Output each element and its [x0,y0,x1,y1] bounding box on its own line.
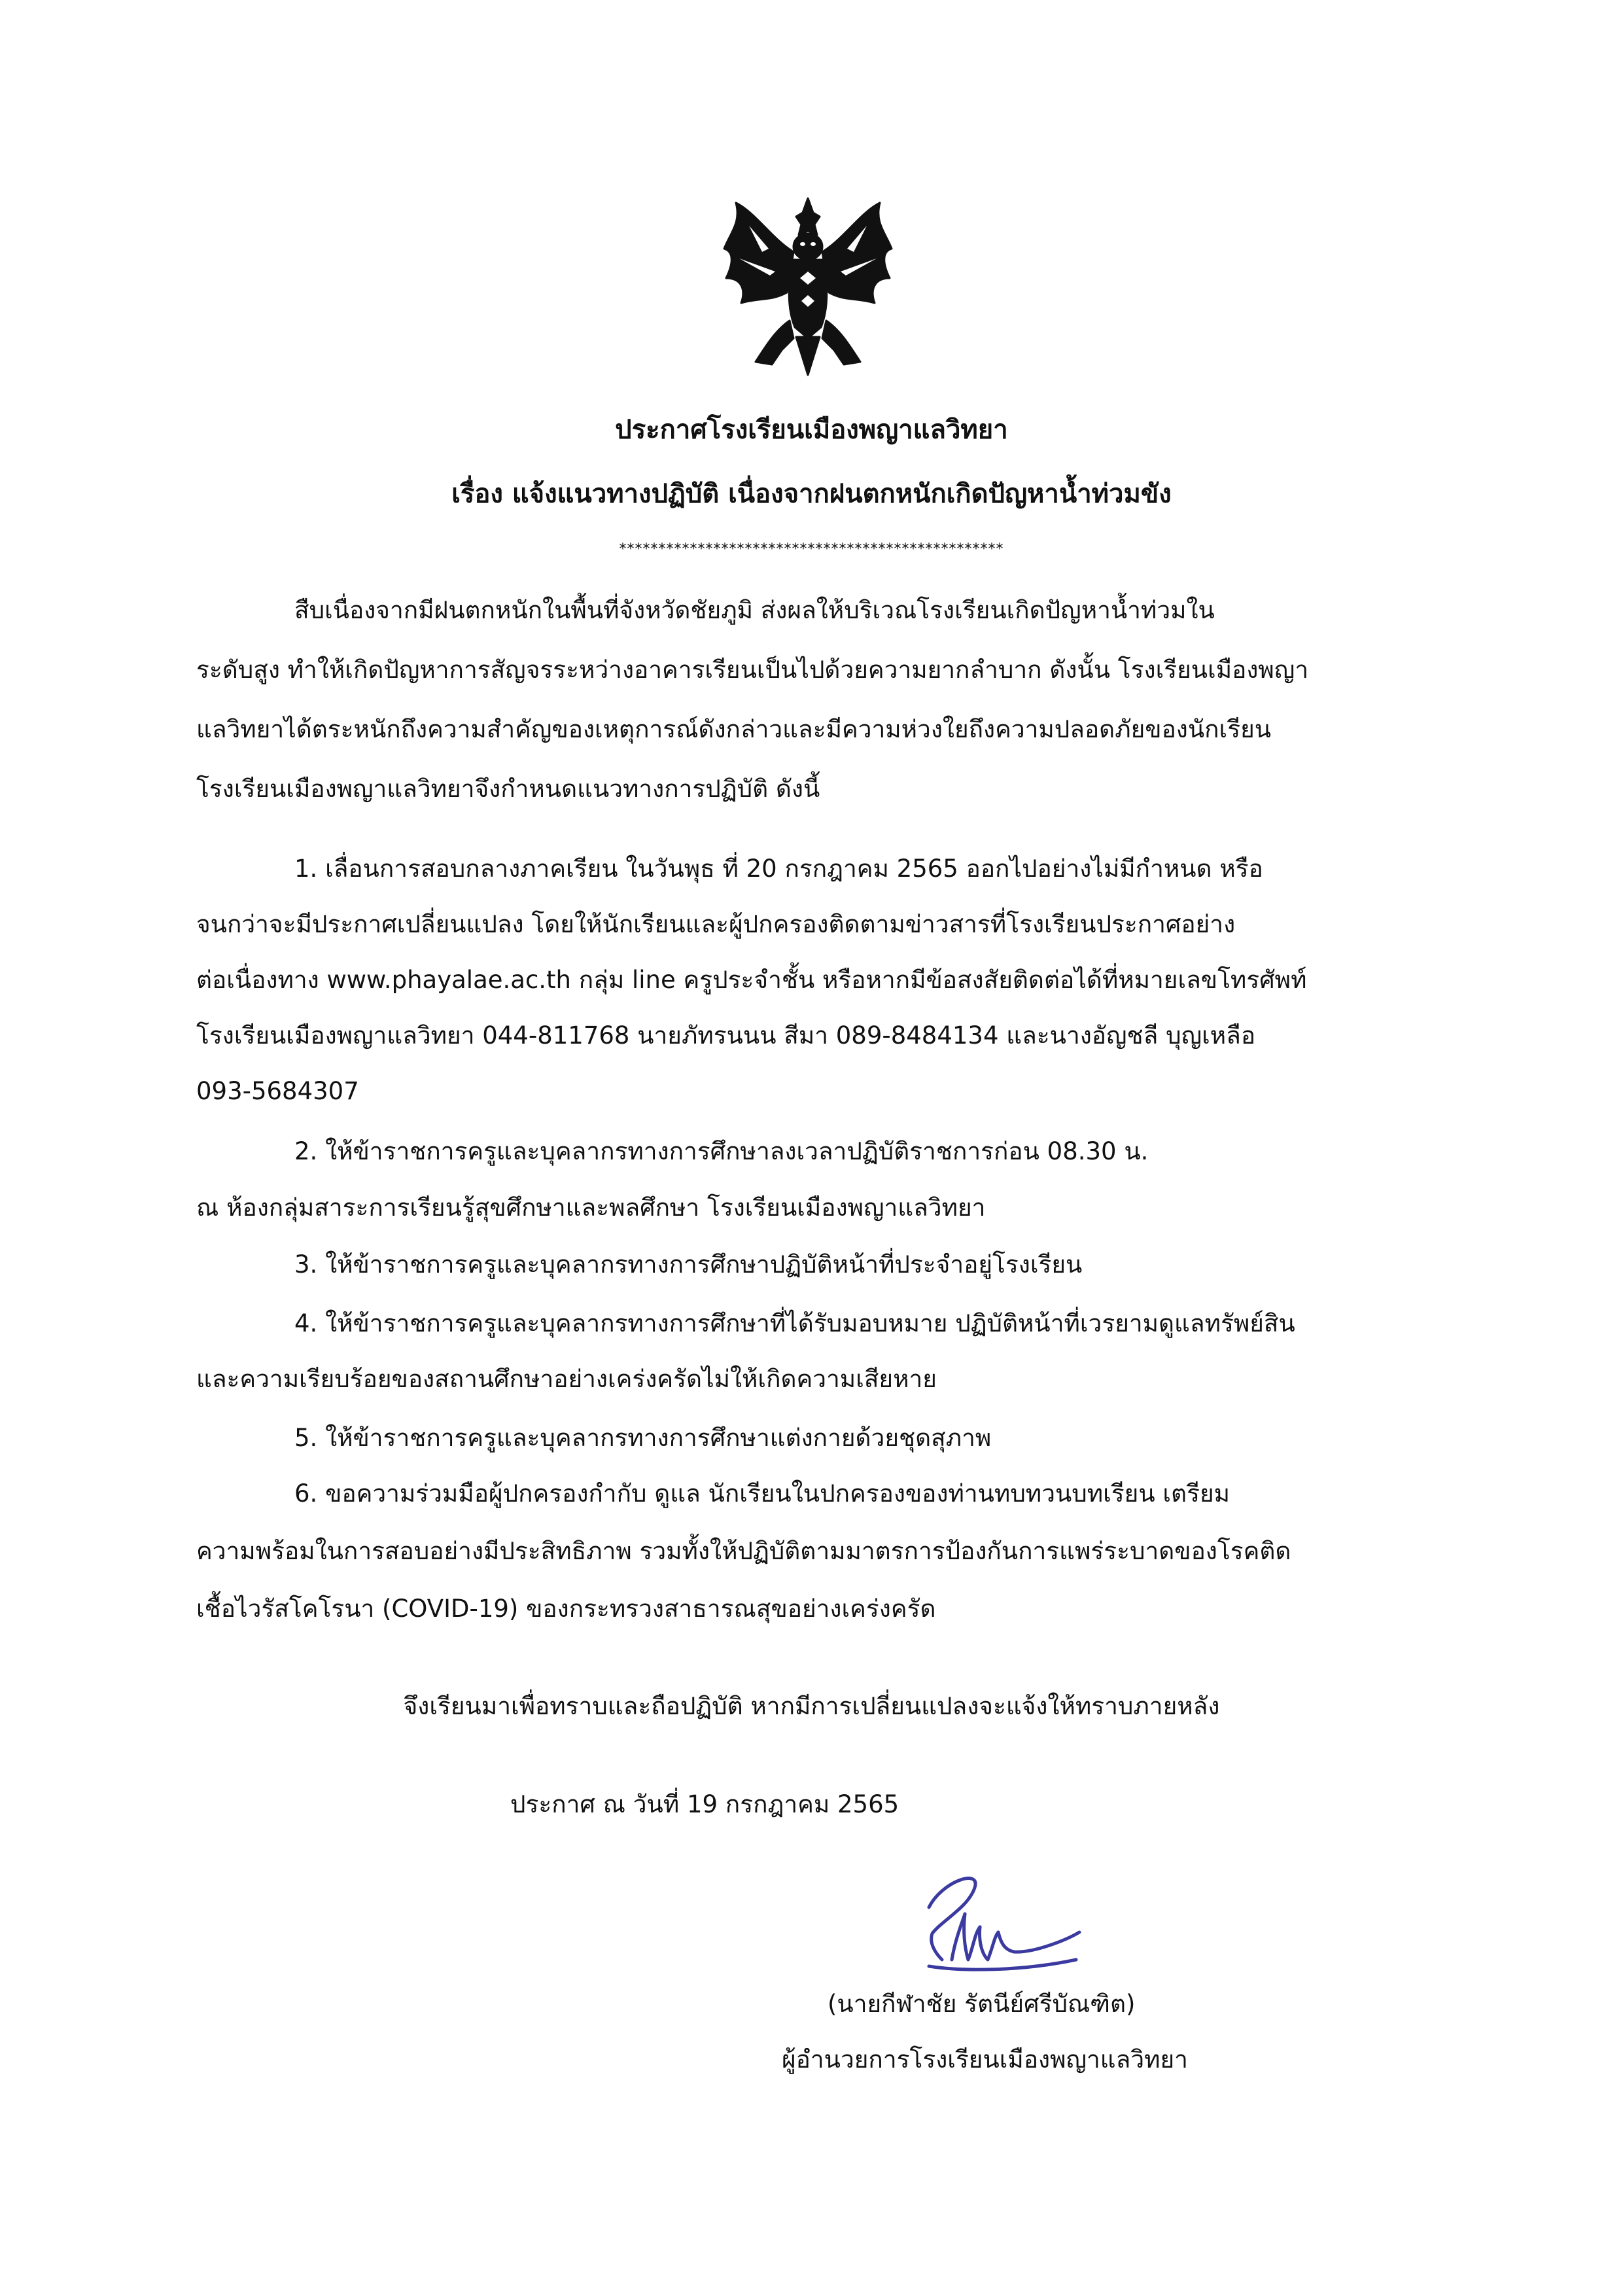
intro-line: แลวิทยาได้ตระหนักถึงความสำคัญของเหตุการณ์ดังกล่าวและมีความห่วงใยถึงความปลอดภัยของนักเรียน [196,715,1272,743]
signature-icon [903,1862,1086,1992]
intro-line: โรงเรียนเมืองพญาแลวิทยาจึงกำหนดแนวทางการปฏิบัติ ดังนี้ [196,775,820,803]
signer-position: ผู้อำนวยการโรงเรียนเมืองพญาแลวิทยา [782,2045,1188,2074]
item-4-line: และความเรียบร้อยของสถานศึกษาอย่างเคร่งครัดไม่ให้เกิดความเสียหาย [196,1365,937,1393]
signer-name: (นายกีฬาชัย รัตนีย์ศรีบัณฑิต) [828,1990,1136,2018]
item-1-line: จนกว่าจะมีประกาศเปลี่ยนแปลง โดยให้นักเรียนและผู้ปกครองติดตามข่าวสารที่โรงเรียนประกาศอย่าง [196,910,1236,938]
item-3-line: 3. ให้ข้าราชการครูและบุคลากรทางการศึกษาปฏิบัติหน้าที่ประจำอยู่โรงเรียน [294,1250,1083,1279]
item-5-line: 5. ให้ข้าราชการครูและบุคลากรทางการศึกษาแต่งกายด้วยชุดสุภาพ [294,1424,992,1452]
closing-statement: จึงเรียนมาเพื่อทราบและถือปฏิบัติ หากมีการเปลี่ยนแปลงจะแจ้งให้ทราบภายหลัง [403,1692,1220,1720]
item-4-line: 4. ให้ข้าราชการครูและบุคลากรทางการศึกษาที่ได้รับมอบหมาย ปฏิบัติหน้าที่เวรยามดูแลทรัพย์สิน [294,1309,1295,1337]
garuda-emblem-icon [710,186,906,383]
separator-stars: ************************************************* [619,541,1004,557]
item-1-line: 1. เลื่อนการสอบกลางภาคเรียน ในวันพุธ ที่ 20 กรกฎาคม 2565 ออกไปอย่างไม่มีกำหนด หรือ [294,855,1263,883]
item-6-line: เชื้อไวรัสโคโรนา (COVID-19) ของกระทรวงสาธารณสุขอย่างเคร่งครัด [196,1595,936,1623]
item-1-line: ต่อเนื่องทาง www.phayalae.ac.th กลุ่ม line ครูประจำชั้น หรือหากมีข้อสงสัยติดต่อได้ที่หมายเลขโทรศัพท์ [196,966,1307,994]
item-1-line: 093-5684307 [196,1077,359,1105]
item-2-line: ณ ห้องกลุ่มสาระการเรียนรู้สุขศึกษาและพลศึกษา โรงเรียนเมืองพญาแลวิทยา [196,1193,986,1222]
intro-line: ระดับสูง ทำให้เกิดปัญหาการสัญจรระหว่างอาคารเรียนเป็นไปด้วยความยากลำบาก ดังนั้น โรงเรียนเมืองพญา [196,656,1309,684]
intro-line: สืบเนื่องจากมีฝนตกหนักในพื้นที่จังหวัดชัยภูมิ ส่งผลให้บริเวณโรงเรียนเกิดปัญหาน้ำท่วมใน [294,596,1215,624]
announcement-date: ประกาศ ณ วันที่ 19 กรกฎาคม 2565 [510,1790,899,1818]
item-2-line: 2. ให้ข้าราชการครูและบุคลากรทางการศึกษาลงเวลาปฏิบัติราชการก่อน 08.30 น. [294,1137,1149,1165]
announcement-title: ประกาศโรงเรียนเมืองพญาแลวิทยา [615,415,1008,445]
item-1-line: โรงเรียนเมืองพญาแลวิทยา 044-811768 นายภัทรนนน สีมา 089-8484134 และนางอัญชลี บุญเหลือ [196,1021,1256,1050]
announcement-subject: เรื่อง แจ้งแนวทางปฏิบัติ เนื่องจากฝนตกหนักเกิดปัญหาน้ำท่วมขัง [451,479,1172,509]
item-6-line: ความพร้อมในการสอบอย่างมีประสิทธิภาพ รวมทั้งให้ปฏิบัติตามมาตรการป้องกันการแพร่ระบาดของโรคติด [196,1537,1291,1565]
item-6-line: 6. ขอความร่วมมือผู้ปกครองกำกับ ดูแล นักเรียนในปกครองของท่านทบทวนบทเรียน เตรียม [294,1479,1230,1508]
